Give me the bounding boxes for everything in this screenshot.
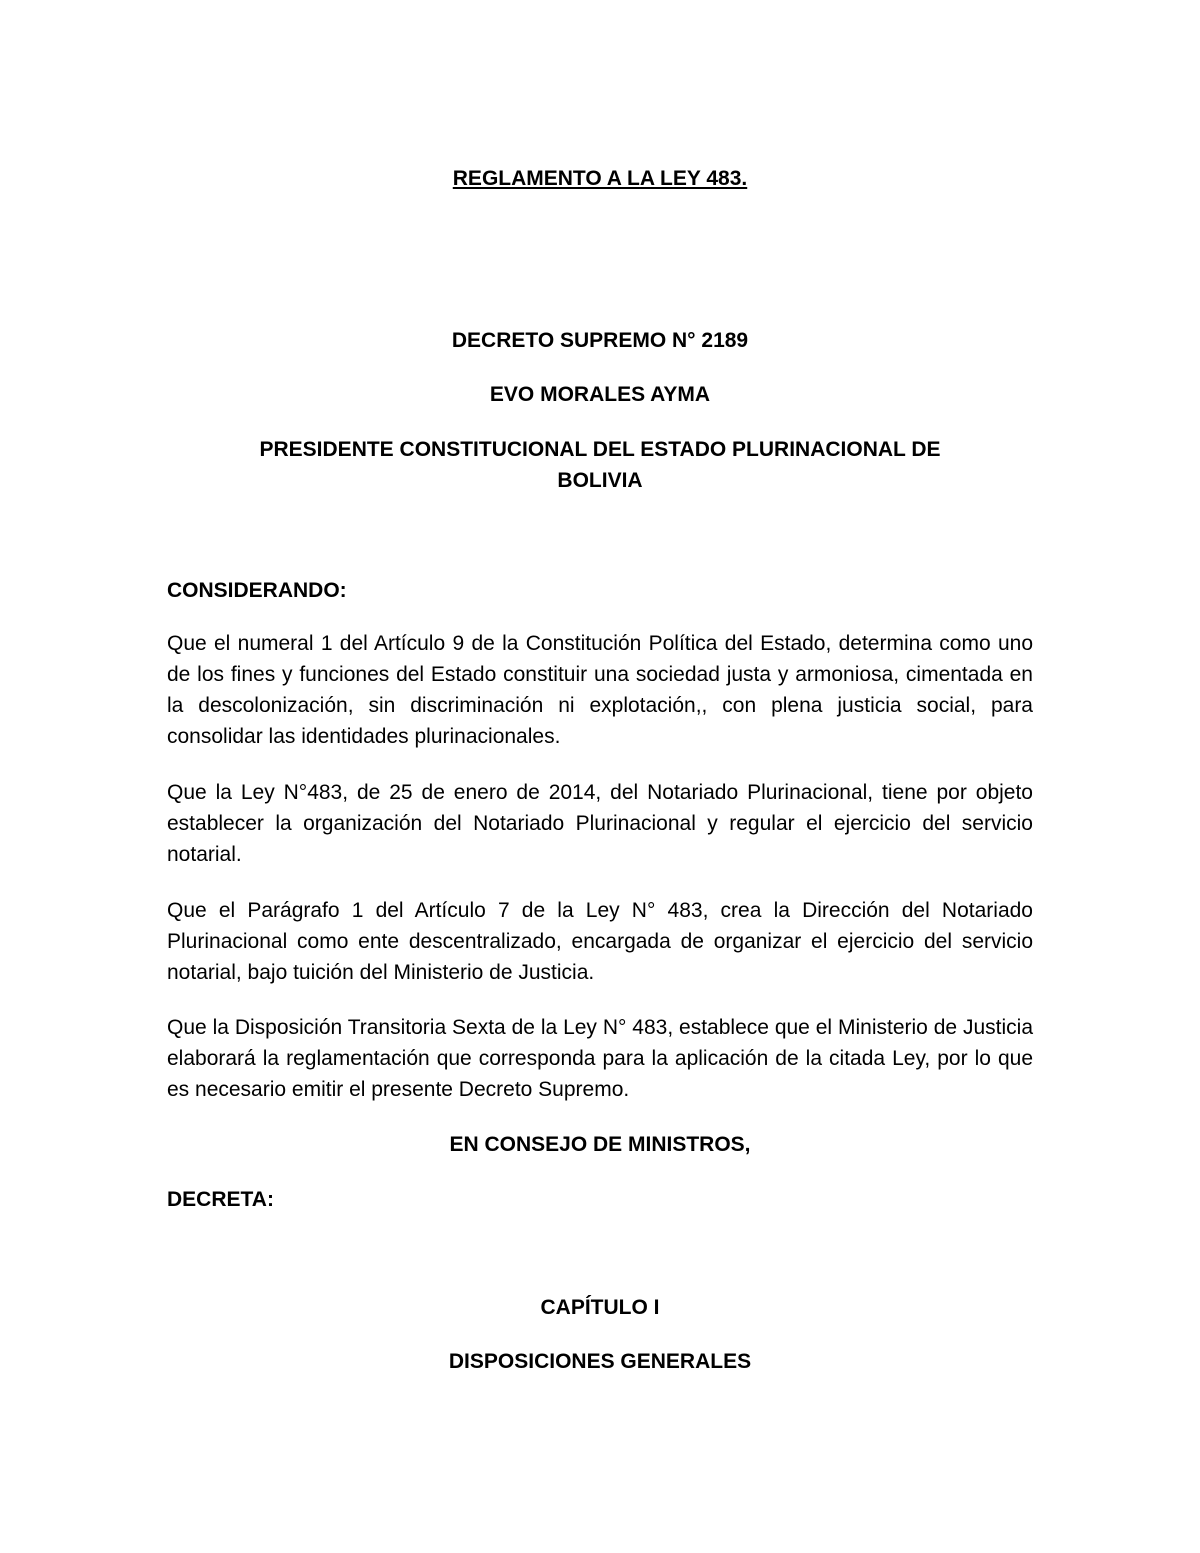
paragraph-4: Que la Disposición Transitoria Sexta de la Ley N° 483, establece que el Ministerio de Justicia elaborará la reglamentación que corresponda para la aplicación de la citada Ley, por lo que es necesario emitir el presente Decreto Supremo. [167, 1016, 1033, 1101]
document-title: REGLAMENTO A LA LEY 483. [452, 167, 748, 190]
paragraph-2: Que la Ley N°483, de 25 de enero de 2014, del Notariado Plurinacional, tiene por objeto establecer la organización del Notariado Plurinacional y regular el ejercicio del servicio notarial. [167, 781, 1033, 866]
chapter-number: CAPÍTULO I [540, 1296, 660, 1319]
chapter-title: DISPOSICIONES GENERALES [448, 1350, 752, 1373]
decreta-heading: DECRETA: [167, 1188, 274, 1211]
consejo-line: EN CONSEJO DE MINISTROS, [449, 1133, 751, 1156]
president-name: EVO MORALES AYMA [489, 383, 711, 406]
paragraph-3: Que el Parágrafo 1 del Artículo 7 de la Ley N° 483, crea la Dirección del Notariado Plurinacional como ente descentralizado, encargada de organizar el ejercicio del servicio notarial, bajo tuición del Ministerio de Justicia. [167, 899, 1033, 984]
considerando-heading: CONSIDERANDO: [167, 579, 347, 602]
president-title-line2: BOLIVIA [557, 469, 643, 492]
decree-number: DECRETO SUPREMO N° 2189 [451, 329, 749, 352]
president-title-line1: PRESIDENTE CONSTITUCIONAL DEL ESTADO PLURINACIONAL DE [259, 438, 941, 461]
paragraph-1: Que el numeral 1 del Artículo 9 de la Constitución Política del Estado, determina como uno de los fines y funciones del Estado constituir una sociedad justa y armoniosa, cimentada en la descolonización, sin discriminación ni explotación,, con plena justicia social, para consolidar las identidades plurinacionales. [167, 632, 1033, 748]
